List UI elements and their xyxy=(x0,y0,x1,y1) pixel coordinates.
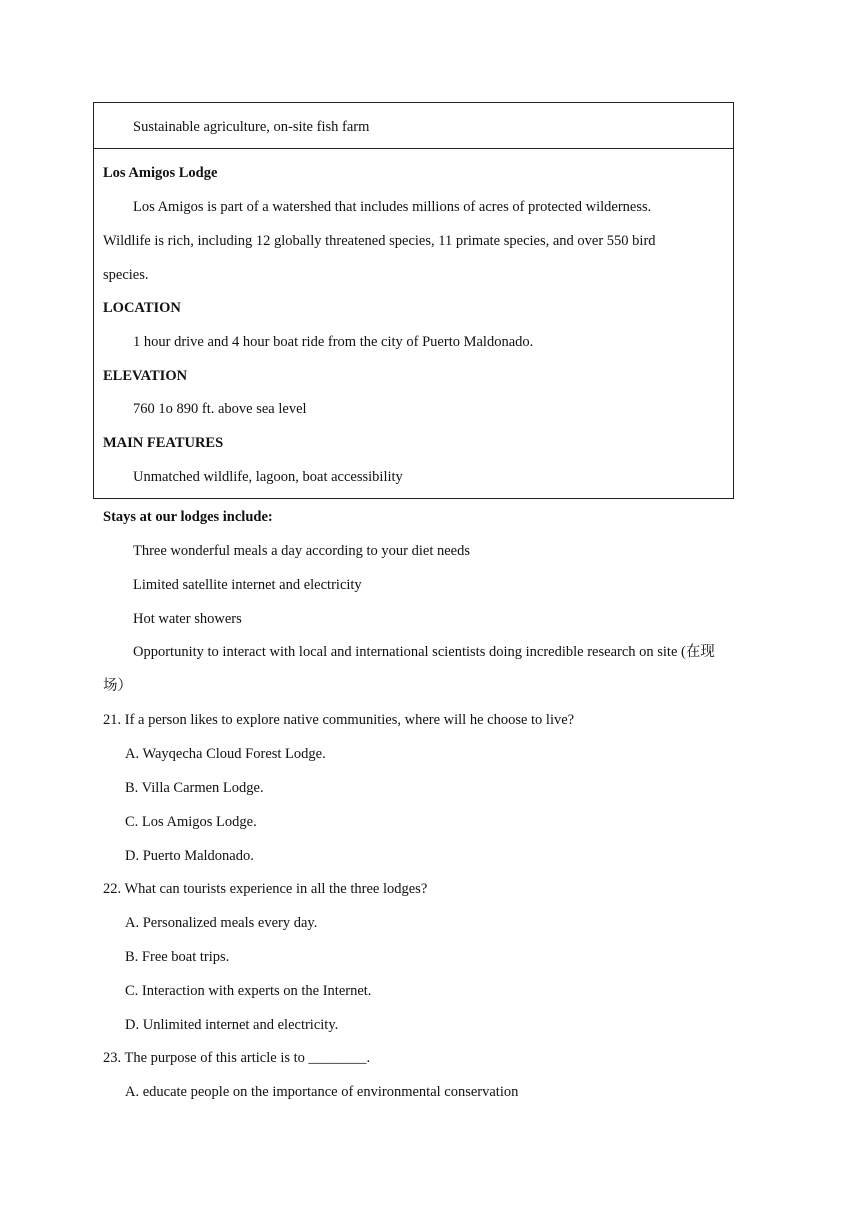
elevation-label: ELEVATION xyxy=(103,368,188,384)
table-row-divider xyxy=(93,148,734,149)
stays-item-wrap: 场） xyxy=(103,678,132,694)
features-value: Unmatched wildlife, lagoon, boat accessibility xyxy=(133,469,403,485)
question-option: A. Wayqecha Cloud Forest Lodge. xyxy=(125,746,326,762)
question-option: A. Personalized meals every day. xyxy=(125,915,318,931)
location-label: LOCATION xyxy=(103,300,181,316)
table-row-features-text: Sustainable agriculture, on-site fish farm xyxy=(133,119,370,135)
stays-item: Three wonderful meals a day according to your diet needs xyxy=(133,543,470,559)
stays-item: Hot water showers xyxy=(133,611,242,627)
question-option: C. Los Amigos Lodge. xyxy=(125,814,257,830)
question-option: A. educate people on the importance of environmental conservation xyxy=(125,1084,519,1100)
question-option: B. Free boat trips. xyxy=(125,949,230,965)
lodge-title: Los Amigos Lodge xyxy=(103,165,218,181)
question-option: B. Villa Carmen Lodge. xyxy=(125,780,264,796)
question-option: C. Interaction with experts on the Internet. xyxy=(125,983,372,999)
question-21: 21. If a person likes to explore native communities, where will he choose to live? xyxy=(103,712,575,728)
lodge-description-line: species. xyxy=(103,267,149,283)
question-option: D. Puerto Maldonado. xyxy=(125,848,254,864)
stays-item: Limited satellite internet and electricity xyxy=(133,577,362,593)
features-label: MAIN FEATURES xyxy=(103,435,224,451)
lodge-description-line: Wildlife is rich, including 12 globally threatened species, 11 primate species, and over 550 bird xyxy=(103,233,656,249)
stays-heading: Stays at our lodges include: xyxy=(103,509,273,525)
question-22: 22. What can tourists experience in all the three lodges? xyxy=(103,881,428,897)
question-23: 23. The purpose of this article is to ________. xyxy=(103,1050,371,1066)
location-value: 1 hour drive and 4 hour boat ride from the city of Puerto Maldonado. xyxy=(133,334,534,350)
lodge-description-line: Los Amigos is part of a watershed that includes millions of acres of protected wilderness. xyxy=(133,199,652,215)
question-option: D. Unlimited internet and electricity. xyxy=(125,1017,339,1033)
stays-item: Opportunity to interact with local and international scientists doing incredible research on site (在现 xyxy=(133,644,715,660)
elevation-value: 760 1o 890 ft. above sea level xyxy=(133,401,307,417)
